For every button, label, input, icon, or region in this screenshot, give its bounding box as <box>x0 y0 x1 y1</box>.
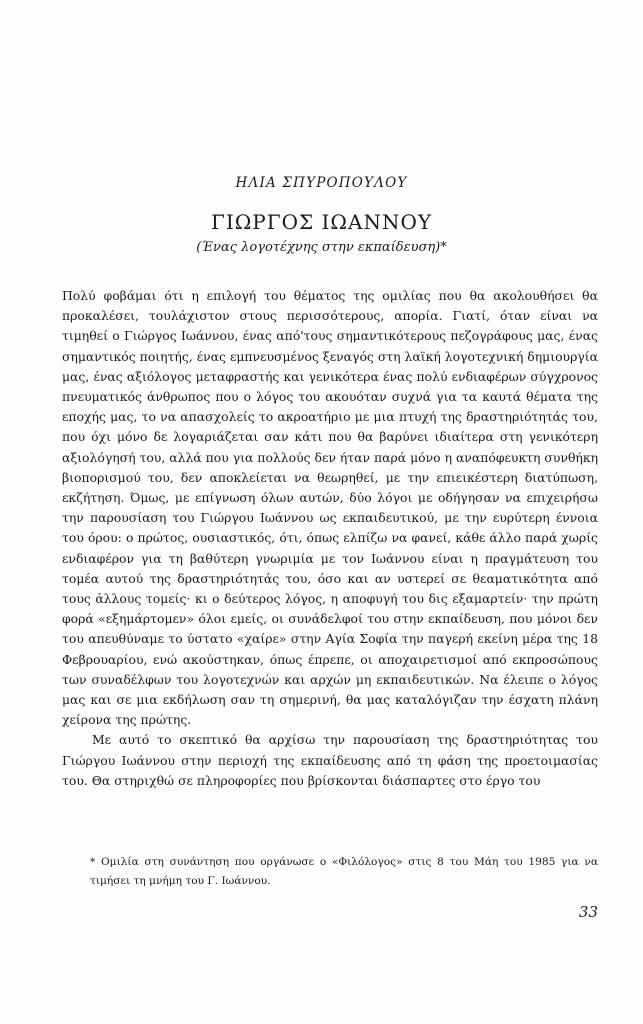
footnote-text: * Ομιλία στη συνάντηση που οργάνωσε ο «Φιλόλογος» στις 8 του Μάη του 1985 για να τιμήσει τη μνήμη του Γ. Ιωάννου. <box>90 856 598 887</box>
body-paragraph-1: Πολύ φοβάμαι ότι η επιλογή του θέματος της ομιλίας που θα ακολουθήσει θα προκαλέσει, τουλάχιστον στους περισσότερους, απορία. Γιατί, όταν είναι να τιμηθεί ο Γιώργος Ιωάννου, ένας από'τους σημαντικότερους πεζογράφους μας, ένας σημαντικός ποιητής, ένας εμπνευσμένος ξεναγός στη λαϊκή λογοτεχνική δημιουργία μας, ένας αξιόλογος μεταφραστής και γενικότερα ένας πολύ ενδιαφέρων σύγχρονος πνευματικός άνθρωπος που ο λόγος του ακουόταν συχνά για τα καυτά θέματα της εποχής μας, το να απασχολείς το ακροατήριο με μια πτυχή της δραστηριότητάς του, που όχι μόνο δε λογαριάζεται σαν κάτι που θα βαρύνει ιδιαίτερα στη γενικότερη αξιολόγησή του, αλλά που για πολλούς δεν ήταν παρά μόνο η αναπόφευκτη συνθήκη βιοπορισμού του, δεν αποκλείεται να θεωρηθεί, με την επιεικέστερη διατύπωση, εκζήτηση. Όμως, με επίγνωση όλων αυτών, δύο λόγοι με οδήγησαν να επιχειρήσω την παρουσίαση του Γιώργου Ιωάννου ως εκπαιδευτικού, με την ευρύτερη έννοια του όρου: ο πρώτος, ουσιαστικός, ότι, όπως ελπίζω να φανεί, κάθε άλλο παρά χωρίς ενδιαφέρον για τη βαθύτερη γνωριμία με τον Ιωάννου είναι η πραγμάτευση του τομέα αυτού της δραστηριότητάς του, όσο και αν υστερεί σε θεαματικότητα από τους άλλους τομείς· κι ο δεύτερος λόγος, η αποφυγή του δις εξαμαρτείν· την πρώτη φορά «εξημάρτομεν» όλοι εμείς, οι συνάδελφοί του στην εκπαίδευση, που μόνοι δεν του απευθύναμε το ύστατο «χαίρε» στην Αγία Σοφία την παγερή εκείνη μέρα της 18 Φεβρουαρίου, ενώ ακούστηκαν, όπως έπρεπε, οι αποχαιρετισμοί από εκπροσώπους των συναδέλφων του λογοτεχνών και αρχών μη εκπαιδευτικών. Να έλειπε ο λόγος μας και σε μια εκδήλωση σαν τη σημερινή, θα μας καταλόγιζαν την έσχατη πλάνη χείρονα της πρώτης. <box>62 288 598 728</box>
article-title: ΓΙΩΡΓΟΣ ΙΩΑΝΝΟΥ <box>210 210 433 234</box>
body-paragraph-2: Με αυτό το σκεπτικό θα αρχίσω την παρουσίαση της δραστηριότητας του Γιώργου Ιωάννου στην περιοχή της εκπαίδευσης από τη φάση της προετοιμασίας του. Θα στηριχθώ σε πληροφορίες που βρίσκονται διάσπαρτες στο έργο του <box>62 732 598 788</box>
page-number: 33 <box>578 903 598 921</box>
footnote <box>62 853 598 891</box>
author-name: ΗΛΙΑ ΣΠΥΡΟΠΟΥΛΟΥ <box>235 175 408 191</box>
article-subtitle: (Ένας λογοτέχνης στην εκπαίδευση)* <box>196 240 447 255</box>
article-body <box>62 286 598 791</box>
